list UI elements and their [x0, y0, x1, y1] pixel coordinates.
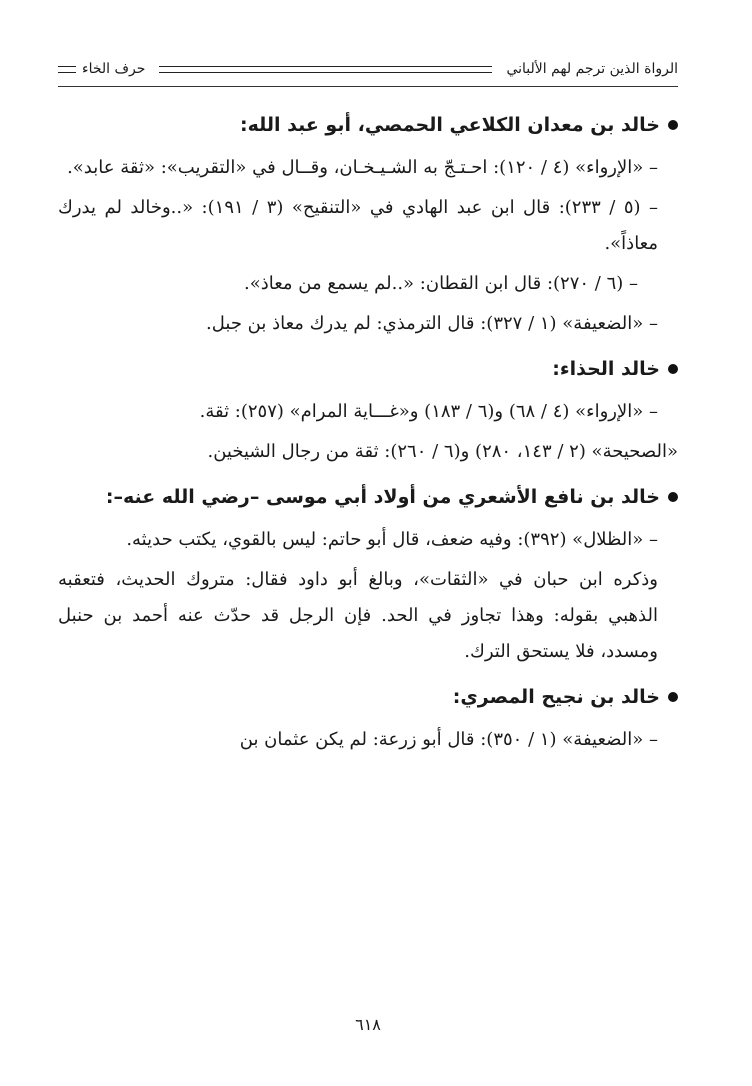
entry-title [58, 110, 678, 140]
book-page [58, 52, 678, 1062]
entry-paragraph: – (٥ / ٢٣٣): قال ابن عبد الهادي في «التنقيح» (٣ / ١٩١): «..وخالد لم يدرك معاذاً». [58, 197, 658, 254]
entry-paragraph: – «الإرواء» (٤ / ١٢٠): احـتـجّ به الشـيـخـان، وقــال في «التقريب»: «ثقة عابد». [67, 157, 658, 178]
header-rule-end [58, 66, 76, 73]
entry-title-text: خالد بن نجيح المصري: [452, 686, 660, 708]
running-header [58, 52, 678, 87]
bullet-icon [668, 692, 678, 702]
entry-paragraph: – «الظلال» (٣٩٢): وفيه ضعف، قال أبو حاتم: ليس بالقوي، يكتب حديثه. [126, 529, 658, 550]
entry-paragraph: وذكره ابن حبان في «الثقات»، وبالغ أبو داود فقال: متروك الحديث، فتعقبه الذهبي بقوله: وهذا تجاوز في الحد. فإن الرجل قد حدّث عنه أحمد بن حنبل ومسدد، فلا يستحق الترك. [58, 569, 658, 662]
bullet-icon [668, 364, 678, 374]
page-content [58, 110, 678, 762]
entry-paragraph: – (٦ / ٢٧٠): قال ابن القطان: «..لم يسمع من معاذ». [244, 273, 638, 294]
entry-title-text: خالد الحذاء: [552, 358, 660, 380]
header-book-title: الرواة الذين ترجم لهم الألباني [506, 61, 678, 77]
entry-title-text: خالد بن نافع الأشعري من أولاد أبي موسى –رضي الله عنه–: [105, 486, 660, 508]
entry-title [58, 482, 678, 512]
bullet-icon [668, 120, 678, 130]
entry-paragraph: – «الضعيفة» (١ / ٣٥٠): قال أبو زرعة: لم يكن عثمان بن [239, 729, 658, 750]
header-rule [159, 66, 492, 73]
entry-title-text: خالد بن معدان الكلاعي الحمصي، أبو عبد الله: [239, 114, 660, 136]
entry-paragraph: – «الضعيفة» (١ / ٣٢٧): قال الترمذي: لم يدرك معاذ بن جبل. [206, 313, 658, 334]
entry-title [58, 682, 678, 712]
bullet-icon [668, 492, 678, 502]
entry-paragraph: «الصحيحة» (٢ / ١٤٣، ٢٨٠) و(٦ / ٢٦٠): ثقة من رجال الشيخين. [207, 441, 678, 462]
entry-paragraph: – «الإرواء» (٤ / ٦٨) و(٦ / ١٨٣) و«غـــاية المرام» (٢٥٧): ثقة. [199, 401, 658, 422]
entry-title [58, 354, 678, 384]
header-chapter: حرف الخاء [82, 61, 146, 77]
page-number: ٦١٨ [355, 1015, 381, 1034]
